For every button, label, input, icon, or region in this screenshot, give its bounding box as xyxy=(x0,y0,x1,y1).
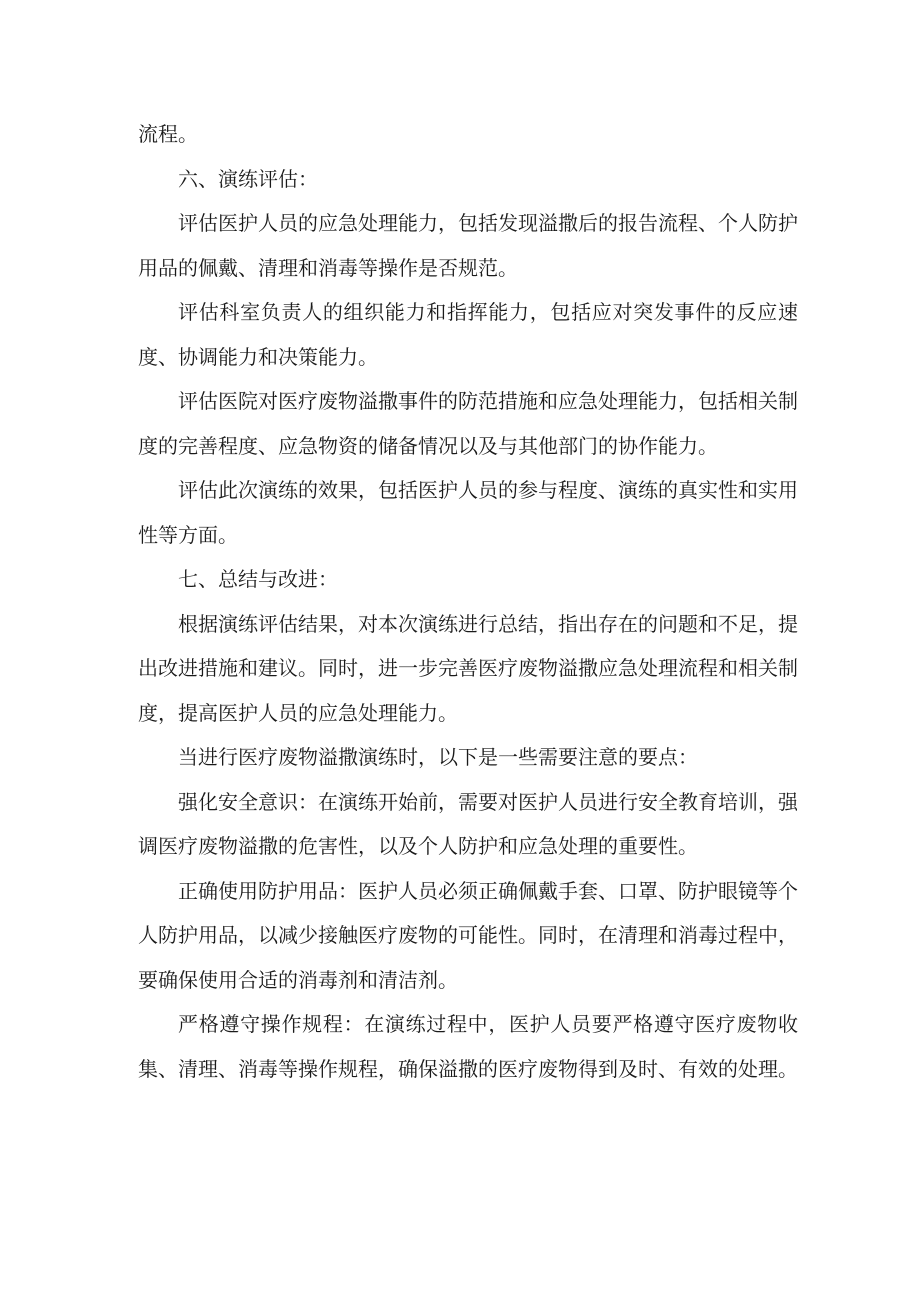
paragraph-continuation: 流程。 xyxy=(138,122,198,146)
paragraph-evaluate-hospital: 评估医院对医疗废物溢撒事件的防范措施和应急处理能力，包括相关制度的完善程度、应急物资的储备情况以及与其他部门的协作能力。 xyxy=(138,389,798,458)
paragraph-operating-procedures: 严格遵守操作规程：在演练过程中，医护人员要严格遵守医疗废物收集、清理、消毒等操作规程，确保溢撒的医疗废物得到及时、有效的处理。 xyxy=(138,1012,798,1081)
section-heading-evaluation: 六、演练评估： xyxy=(178,166,318,191)
paragraph-summary: 根据演练评估结果，对本次演练进行总结，指出存在的问题和不足，提出改进措施和建议。同时，进一步完善医疗废物溢撒应急处理流程和相关制度，提高医护人员的应急处理能力。 xyxy=(138,611,798,725)
paragraph-evaluate-staff: 评估医护人员的应急处理能力，包括发现溢撒后的报告流程、个人防护用品的佩戴、清理和消毒等操作是否规范。 xyxy=(138,211,798,280)
paragraph-safety-awareness: 强化安全意识：在演练开始前，需要对医护人员进行安全教育培训，强调医疗废物溢撒的危害性，以及个人防护和应急处理的重要性。 xyxy=(138,789,798,858)
paragraph-protective-equipment: 正确使用防护用品：医护人员必须正确佩戴手套、口罩、防护眼镜等个人防护用品，以减少接触医疗废物的可能性。同时，在清理和消毒过程中，要确保使用合适的消毒剂和清洁剂。 xyxy=(138,878,798,992)
paragraph-key-points-intro: 当进行医疗废物溢撒演练时，以下是一些需要注意的要点： xyxy=(178,745,698,769)
document-body xyxy=(138,112,798,1091)
paragraph-evaluate-drill-effect: 评估此次演练的效果，包括医护人员的参与程度、演练的真实性和实用性等方面。 xyxy=(138,478,798,547)
paragraph-evaluate-department-head: 评估科室负责人的组织能力和指挥能力，包括应对突发事件的反应速度、协调能力和决策能力。 xyxy=(138,300,798,369)
section-heading-summary: 七、总结与改进： xyxy=(178,567,338,591)
